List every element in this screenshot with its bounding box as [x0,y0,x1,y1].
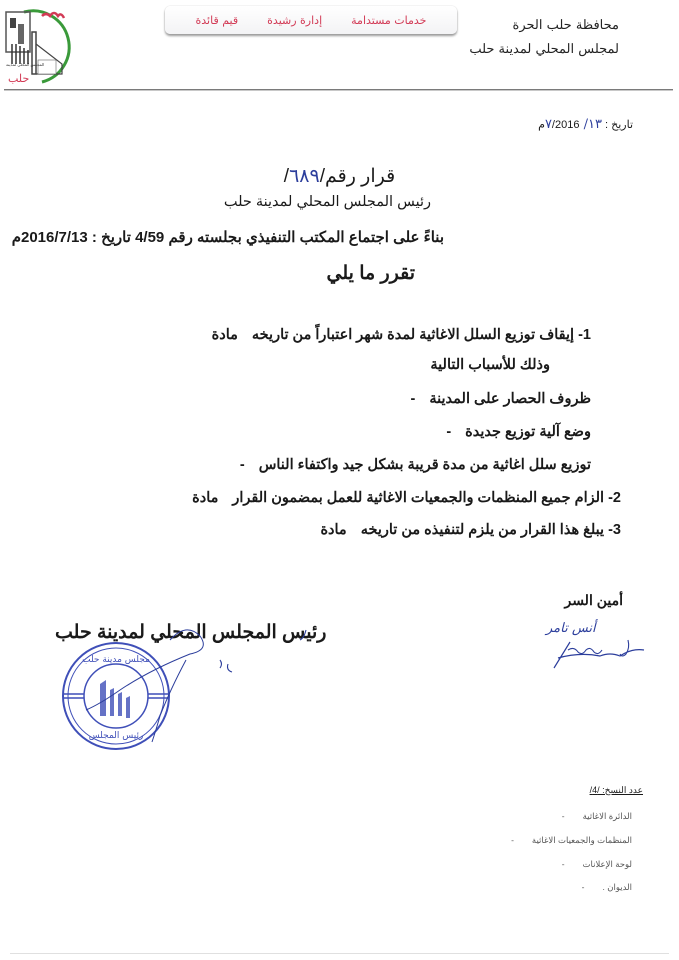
copy-recipient-name: الديوان . [602,882,632,892]
bullet-dash: - [511,835,514,845]
date-handwritten: ١٣/ ٧ [544,117,602,132]
copy-recipient-name: لوحة الإعلانات [582,859,632,869]
article-label: مادة [211,327,238,343]
reasons-intro: وذلك للأسباب التالية [430,357,550,373]
copy-recipient-name: المنظمات والجمعيات الاغاثية [531,835,632,845]
council-name: لمجلس المحلي لمدينة حلب [469,42,619,57]
slogan-banner [165,6,457,34]
bullet-dash: - [561,811,565,821]
decision-number: ٦٨٩ [289,165,320,187]
chairman-title: رئيس المجلس المحلي لمدينة حلب [55,622,327,643]
logo-caption: المجلس المحلي لمدينة [6,62,45,67]
reason-item [411,391,591,407]
stamp-text-top: مجلس مدينة حلب [82,655,150,665]
secretary-title: أمين السر [564,592,623,608]
reason-item [446,424,591,440]
article-1 [212,327,591,343]
article-label: مادة [192,490,219,506]
slogan-2: إدارة رشيدة [267,13,323,27]
decision-title [0,165,679,188]
article-text: 1- إيقاف توزيع السلل الاغاثية لمدة شهر اعتباراً من تاريخه [251,327,591,343]
issuer-block [469,14,619,62]
bullet-dash: - [410,391,416,407]
logo-city: حلب [8,72,30,85]
decision-title-suffix: / [283,166,290,187]
article-label: مادة [320,522,347,538]
article-3 [320,522,621,538]
article-text: 2- الزام جميع المنظمات والجمعيات الاغاثية للعمل بمضمون القرار [232,490,621,506]
copies-count: عدد النسخ: /4/ [589,785,643,795]
bullet-dash: - [239,457,245,473]
date-label: تاريخ : [605,119,633,131]
header-divider [4,89,673,90]
slogan-1: قيم قائدة [195,13,239,27]
bullet-dash: - [561,859,565,869]
bullet-dash: - [581,882,585,892]
copy-recipient [562,859,632,870]
slogan-3: خدمات مستدامة [351,13,427,27]
governorate-name: محافظة حلب الحرة [512,18,619,33]
resolution-heading: تقرر ما يلي [326,263,415,284]
secretary-name-handwritten: أنس تامر [546,621,596,636]
document-date [538,117,633,132]
copy-recipient [582,882,632,893]
chairman-signature [60,620,310,760]
article-2 [192,490,621,506]
copy-recipient-name: الدائرة الاغاثية [582,811,632,821]
stamp-text-bottom: رئيس المجلس [88,731,144,741]
decision-title-prefix: قرار رقم/ [319,166,396,187]
article-text: 3- يبلغ هذا القرار من يلزم لتنفيذه من تاريخه [360,522,621,538]
reason-text: ظروف الحصار على المدينة [429,391,591,407]
basis-line: بناءً على اجتماع المكتب التنفيذي بجلسته رقم 4/59 تاريخ : 2016/7/13م [11,229,444,246]
footer-divider [10,953,669,954]
issuer-line: رئيس المجلس المحلي لمدينة حلب [223,194,431,210]
reason-item [240,457,591,473]
reason-text: توزيع سلل اغاثية من مدة قريبة بشكل جيد واكتفاء الناس [258,457,591,473]
council-logo [2,4,76,90]
copy-recipient [511,835,632,846]
reason-text: وضع آلية توزيع جديدة [465,424,591,440]
copy-recipient [562,811,632,822]
bullet-dash: - [446,424,452,440]
secretary-signature [540,612,650,674]
date-year: /2016م [538,119,580,131]
